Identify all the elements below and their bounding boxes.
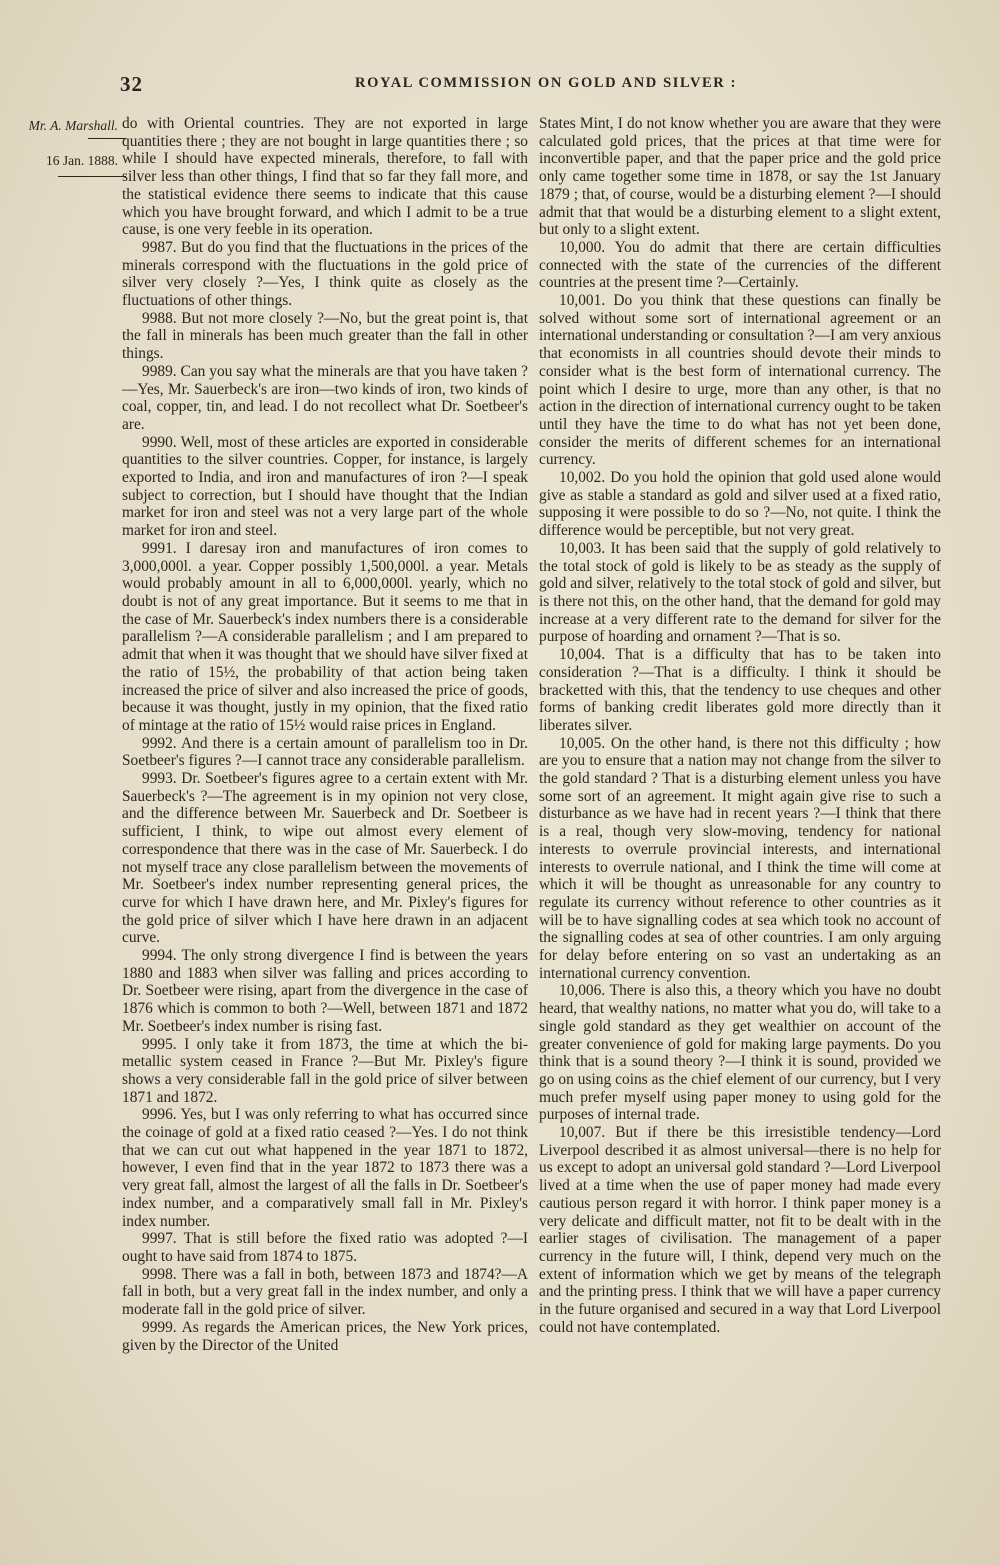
paragraph: 9996. Yes, but I was only referring to what has occurred since the coinage of gold at a fixed ratio ceased ?—Yes. I do not think that we can cut out what happened in the year 1871 to 1872, however, I even find that in the year 1872 to 1873 there was a very great fall, almost the largest of all the falls in Dr. Soetbeer's index number, and a comparatively small fall in Mr. Pixley's index number. [122,1106,528,1230]
paragraph: 10,002. Do you hold the opinion that gold used alone would give as stable a standard as gold and silver used at a fixed ratio, supposing it were possible to do so ?—No, not quite. I think the difference would be perceptible, but not very great. [539,469,941,540]
paragraph: 9991. I daresay iron and manufactures of iron comes to 3,000,000l. a year. Copper possibly 1,500,000l. a year. Metals would probably amount in all to 6,000,000l. yearly, which no doubt is not of any great importance. But it seems to me that in the case of Mr. Sauerbeck's index numbers there is a considerable parallelism ?—A considerable parallelism ; and I am prepared to admit that when it was thought that we should have silver fixed at the ratio of 15½, the probability of that action being taken increased the price of silver and also increased the price of goods, because it was thought, justly in my opinion, that the fixed ratio of mintage at the ratio of 15½ would raise prices in England. [122,539,528,734]
paragraph: States Mint, I do not know whether you are aware that they were calculated gold prices, that the prices at that time were for inconvertible paper, and that the paper price and the gold price only came together some time in 1878, or say the 1st January 1879 ; that, of course, would be a disturbing element ?—I should admit that that would be a disturbing element to a slight extent, but only to a slight extent. [539,115,941,239]
left-text-column [122,115,528,1354]
right-text-column [539,115,941,1337]
paragraph: do with Oriental countries. They are not exported in large quantities there ; they are not bought in large quantities there ; so while I should have expected minerals, therefore, to fall with silver less than other things, I find that so far they fall more, and the statistical evidence there seems to indicate that this cause which you have brought forward, and which I admit to be a true cause, is one very feeble in its operation. [122,115,528,239]
paragraph: 9989. Can you say what the minerals are that you have taken ?—Yes, Mr. Sauerbeck's are iron—two kinds of iron, two kinds of coal, copper, tin, and lead. I do not recollect what Dr. Soetbeer's are. [122,362,528,433]
paragraph: 10,007. But if there be this irresistible tendency—Lord Liverpool described it as almost universal—there is no help for us except to adopt an universal gold standard ?—Lord Liverpool lived at a time when the use of paper money had made every cautious person regard it with horror. I think paper money is a very delicate and difficult matter, not fit to be dealt with in the earlier stages of civilisation. The management of a paper currency in the future will, I think, depend very much on the extent of information which we get by means of the telegraph and the printing press. I think that we will have a paper currency in the future organised and secured in a way that Lord Liverpool could not have contemplated. [539,1124,941,1336]
margin-rule [58,176,126,177]
running-title: ROYAL COMMISSION ON GOLD AND SILVER : [355,75,738,91]
paragraph: 10,006. There is also this, a theory which you have no doubt heard, that wealthy nations, no matter what you do, will take to a single gold standard as they get wealthier on account of the greater convenience of gold for making large payments. Do you think that is a sound theory ?—I think it is sound, provided we go on using coins as the chief element of our currency, but I very much prefer myself using paper money to using gold for the purposes of internal trade. [539,982,941,1124]
paragraph: 9999. As regards the American prices, the New York prices, given by the Director of the United [122,1318,528,1354]
page-header [0,72,1000,98]
margin-rule [88,138,126,139]
paragraph: 9988. But not more closely ?—No, but the great point is, that the fall in minerals has been much greater than the fall in other things. [122,309,528,363]
paragraph: 10,005. On the other hand, is there not this difficulty ; how are you to ensure that a nation may not change from the silver to the gold standard ? That is a disturbing element unless you have some sort of an agreement. It might again give rise to such a disturbance as we have had in recent years ?—I think that there is a real, though very slow-moving, tendency for national interests to overrule provincial interests, and international interests to overrule national, and I think the time will come at which it will be thought as unreasonable for any country to regulate its currency without reference to other countries as it will be to have signalling codes at sea which took no account of the signalling codes at sea of other countries. I am only arguing for delay before entering on so vast an undertaking as an international currency convention. [539,734,941,982]
paragraph: 9990. Well, most of these articles are exported in considerable quantities to the silver countries. Copper, for instance, is largely exported to India, and iron and manufactures of iron ?—I speak subject to correction, but I should have thought that the Indian market for iron and steel was not a very large part of the whole market for iron and steel. [122,433,528,540]
paragraph: 9993. Dr. Soetbeer's figures agree to a certain extent with Mr. Sauerbeck's ?—The agreement is in my opinion not very close, and the difference between Mr. Sauerbeck and Dr. Soetbeer is sufficient, I think, to wipe out almost every element of correspondence that there was in the case of Mr. Sauerbeck. I do not myself trace any close parallelism between the movements of Mr. Soetbeer's index number representing general prices, the curve for which I have drawn here, and Mr. Pixley's figures for the gold price of silver which I have here drawn in an adjacent curve. [122,770,528,947]
witness-name: Mr. A. Marshall. [28,118,118,133]
paragraph: 10,004. That is a difficulty that has to be taken into consideration ?—That is a difficulty. I think it should be bracketted with this, that the tendency to use cheques and other forms of banking credit liberates gold more directly than it liberates silver. [539,646,941,734]
paragraph: 9987. But do you find that the fluctuations in the prices of the minerals correspond with the fluctuations in the gold price of silver very closely ?—Yes, I think quite as closely as the fluctuations of other things. [122,238,528,310]
paragraph: 9995. I only take it from 1873, the time at which the bi-metallic system ceased in France ?—But Mr. Pixley's figure shows a very considerable fall in the gold price of silver between 1871 and 1872. [122,1035,528,1106]
paragraph: 10,001. Do you think that these questions can finally be solved without some sort of international agreement or an international understanding or consultation ?—I am very anxious that economists in all countries should devote their minds to consider what is the best form of international currency. The point which I desire to urge, more than any other, is that no action in the direction of international currency ought to be taken until they have the time to do what has not yet been done, consider the merits of different schemes for an international currency. [539,292,941,469]
paragraph: 9994. The only strong divergence I find is between the years 1880 and 1883 when silver was falling and prices according to Dr. Soetbeer were rising, apart from the divergence in the case of 1876 which is common to both ?—Well, between 1871 and 1872 Mr. Soetbeer's index number is rising fast. [122,947,528,1035]
paragraph: 10,003. It has been said that the supply of gold relatively to the total stock of gold is likely to be as steady as the supply of gold and silver, relatively to the total stock of gold and silver, but is there not this, on the other hand, that the demand for gold may increase at a very different rate to the demand for silver for the purpose of hoarding and ornament ?—That is so. [539,539,941,646]
paragraph: 9992. And there is a certain amount of parallelism too in Dr. Soetbeer's figures ?—I cannot trace any considerable parallelism. [122,734,528,770]
paragraph: 9997. That is still before the fixed ratio was adopted ?—I ought to have said from 1874 to 1875. [122,1230,528,1265]
paragraph: 9998. There was a fall in both, between 1873 and 1874?—A fall in both, but a very great fall in the index number, and only a moderate fall in the gold price of silver. [122,1265,528,1319]
paragraph: 10,000. You do admit that there are certain difficulties connected with the state of the currencies of the different countries at the present time ?—Certainly. [539,238,941,292]
page-number: 32 [120,72,143,96]
testimony-date: 16 Jan. 1888. [46,153,118,168]
witness-margin-note [14,116,118,177]
